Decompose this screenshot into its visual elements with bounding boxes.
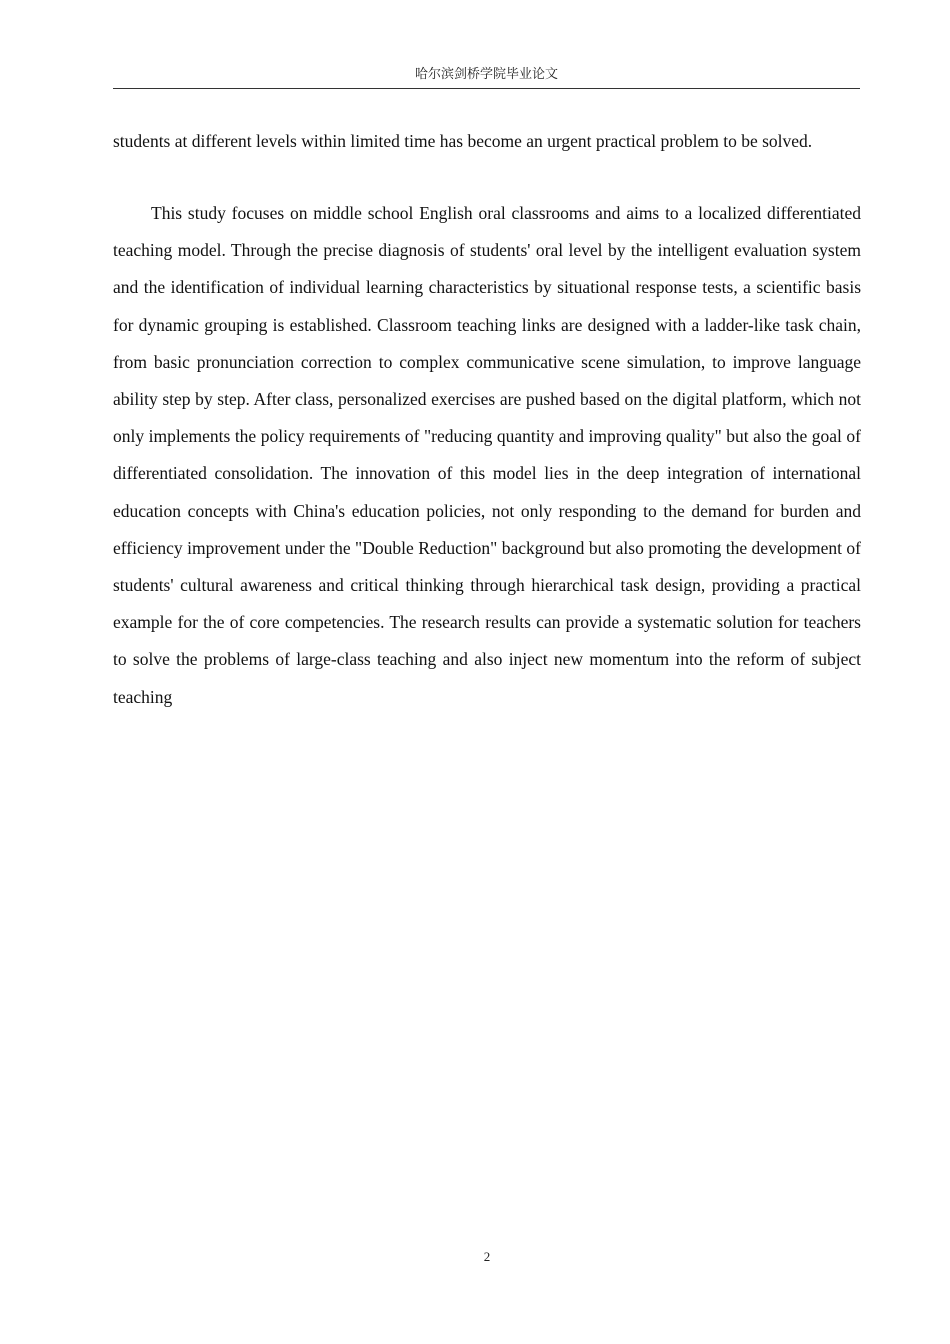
running-header: 哈尔滨剑桥学院毕业论文 [414, 67, 558, 82]
paragraph-main: This study focuses on middle school English oral classrooms and aims to a localized differentiated teaching model. Through the precise diagnosis of students' oral level by the intelligent evaluation system and the identification of individual learning characteristics by situational response tests, a scientific basis for dynamic grouping is established. Classroom teaching links are designed with a ladder-like task chain, from basic pronunciation correction to complex communicative scene simulation, to improve language ability step by step. After class, personalized exercises are pushed based on the digital platform, which not only implements the policy requirements of "reducing quantity and improving quality" but also the goal of differentiated consolidation. The innovation of this model lies in the deep integration of international education concepts with China's education policies, not only responding to the demand for burden and efficiency improvement under the "Double Reduction" background but also promoting the development of students' cultural awareness and critical thinking through hierarchical task design, providing a practical example for the of core competencies. The research results can provide a systematic solution for teachers to solve the problems of large-class teaching and also inject new momentum into the reform of subject teaching [113, 203, 861, 707]
header-divider [113, 88, 860, 89]
paragraph-continued: students at different levels within limited time has become an urgent practical problem to be solved. [113, 131, 813, 151]
page-number: 2 [483, 1249, 491, 1264]
